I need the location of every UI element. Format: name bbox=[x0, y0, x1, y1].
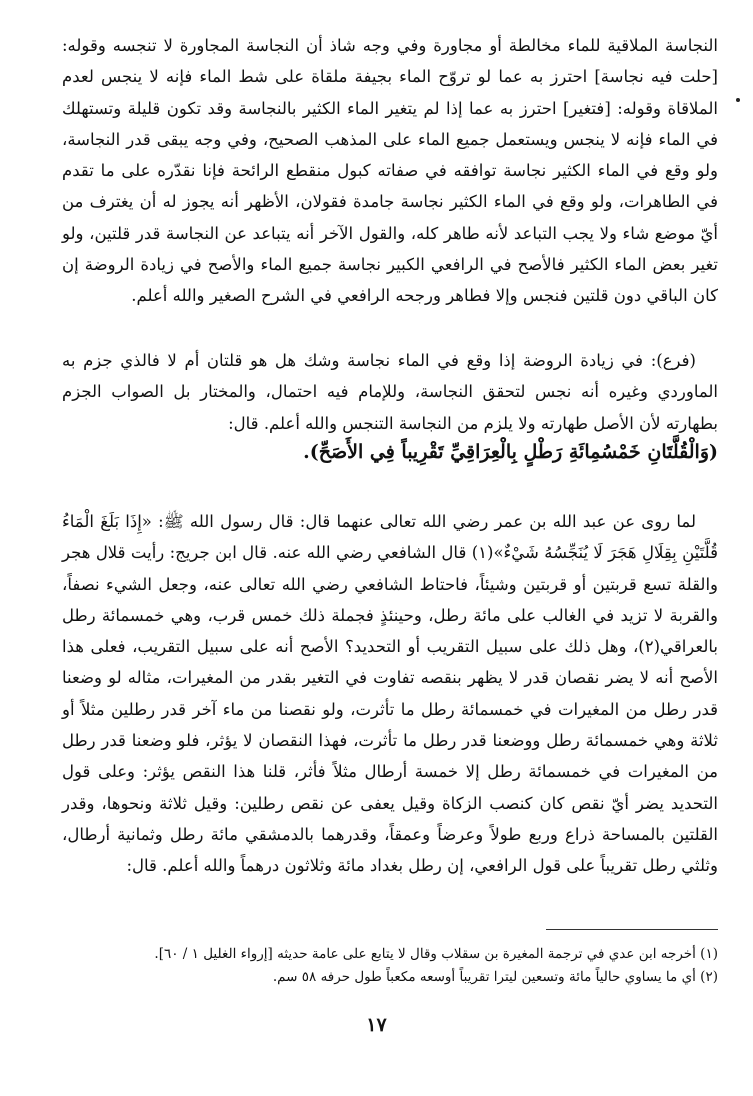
page-number: ١٧ bbox=[366, 1014, 387, 1036]
footnote-2: (٢) أي ما يساوي حالياً مائة وتسعين ليترا تقريباً أوسعه مكعباً طول حرفه ٥٨ سم. bbox=[272, 969, 718, 985]
footnotes bbox=[62, 943, 718, 989]
paragraph-text: لما روى عن عبد الله بن عمر رضي الله تعالى عنهما قال: قال رسول الله ﷺ: «إِذَا بَلَغَ الْمَاءُ قُلَّتَيْنِ بِقِلَالِ هَجَرَ لَا يُنَجِّسُهُ شَيْءٌ»(١) قال الشافعي رضي الله عنه. قال ابن جريج: رأيت قلال هجر والقلة تسع قربتين أو قربتين وشيئاً، فاحتاط الشافعي رضي الله تعالى عنه، وجعل الشيء نصفاً، والقربة لا تزيد في الغالب على مائة رطل، وحينئذٍ فجملة ذلك خمس قرب، وهي خمسمائة رطل بالعراقي(٢)، وهل ذلك على سبيل التقريب أو التحديد؟ الأصح أنه على سبيل التقريب، فعلى هذا الأصح أنه لا يضر نقصان قدر لا يظهر بنقصه تفاوت في التغير بقدر من المغيرات، مثاله لو وضعنا قدر رطل من المغيرات في خمسمائة رطل ما تأثرت، ولو نقصنا من ماء آخر قدر رطلين مثلاً أو ثلاثة وهي خمسمائة رطل ووضعنا قدر رطل ما تأثرت، فهذا النقصان لا يؤثر، فلو وضعنا قدر رطل من المغيرات في خمسمائة رطل إلا خمسة أرطال مثلاً فأثر، قلنا هذا النقص يؤثر: وعلى قول التحديد يضر أيّ نقص كان كنصب الزكاة وقيل يعفى عن نقص رطلين: وقيل ثلاثة ونحوها، وقدر القلتين بالمساحة ذراع وربع طولاً وعرضاً وعمقاً، وقدرهما بالدمشقي مائة رطل وثمانية أرطال، وثلثي رطل تقريباً على قول الرافعي، إن رطل بغداد مائة وثلاثون درهماً والله أعلم. قال: bbox=[62, 512, 718, 876]
matn-quote bbox=[62, 437, 718, 467]
footnote-1: (١) أخرجه ابن عدي في ترجمة المغيرة بن سقلاب وقال لا يتابع على عامة حديثه [إرواء الغليل ١ / ٦٠]. bbox=[154, 946, 718, 962]
matn-text: (وَالْقُلَّتَانِ خَمْسُمِائَةِ رَطْلٍ بِالْعِرَاقِيِّ تَقْرِيباً فِي الأَصَحِّ). bbox=[303, 441, 718, 463]
paragraph-qullatan bbox=[62, 506, 718, 882]
margin-dot bbox=[736, 98, 740, 102]
paragraph-far bbox=[62, 345, 718, 439]
paragraph-text: النجاسة الملاقية للماء مخالطة أو مجاورة وفي وجه شاذ أن النجاسة المجاورة لا تنجسه وقوله: [حلت فيه نجاسة] احترز به عما لو تروّح الماء بجيفة ملقاة على شط الماء فإنه لا ينجس لعدم الملاقاة وقوله: [فتغير] احترز به عما إذا لم يتغير الماء الكثير بالنجاسة وقد تكون قليلة وتستهلك في الماء فإنه لا ينجس ويستعمل جميع الماء على المذهب الصحيح، وفي وجه يبقى قدر النجاسة، ولو وقع في الماء الكثير نجاسة توافقه في صفاته كبول منقطع الرائحة فإنا نقدّره على ما تقدم في الطاهرات، ولو وقع في الماء الكثير نجاسة جامدة فقولان، الأظهر أنه يجوز له أن يغترف من أيّ موضع شاء ولا يجب التباعد لأنه طاهر كله، والقول الآخر أنه يتباعد عن النجاسة قدر قلتين، ولو تغير بعض الماء الكثير فالأصح في الرافعي الكبير نجاسة جميع الماء والأصح في زيادة الروضة إن كان الباقي دون قلتين فنجس وإلا فطاهر ورجحه الرافعي في الشرح الصغير والله أعلم. bbox=[62, 36, 718, 306]
footnote-divider bbox=[546, 929, 718, 930]
paragraph-najasa-contact bbox=[62, 30, 718, 312]
paragraph-text: (فرع): في زيادة الروضة إذا وقع في الماء نجاسة وشك هل هو قلتان أم لا فالذي جزم به الماوردي وغيره أنه نجس لتحقق النجاسة، وللإمام فيه احتمال، والمختار بل الصواب الجزم بطهارته لأن الأصل طهارته ولا يلزم من النجاسة التنجس والله أعلم. قال: bbox=[62, 351, 718, 433]
